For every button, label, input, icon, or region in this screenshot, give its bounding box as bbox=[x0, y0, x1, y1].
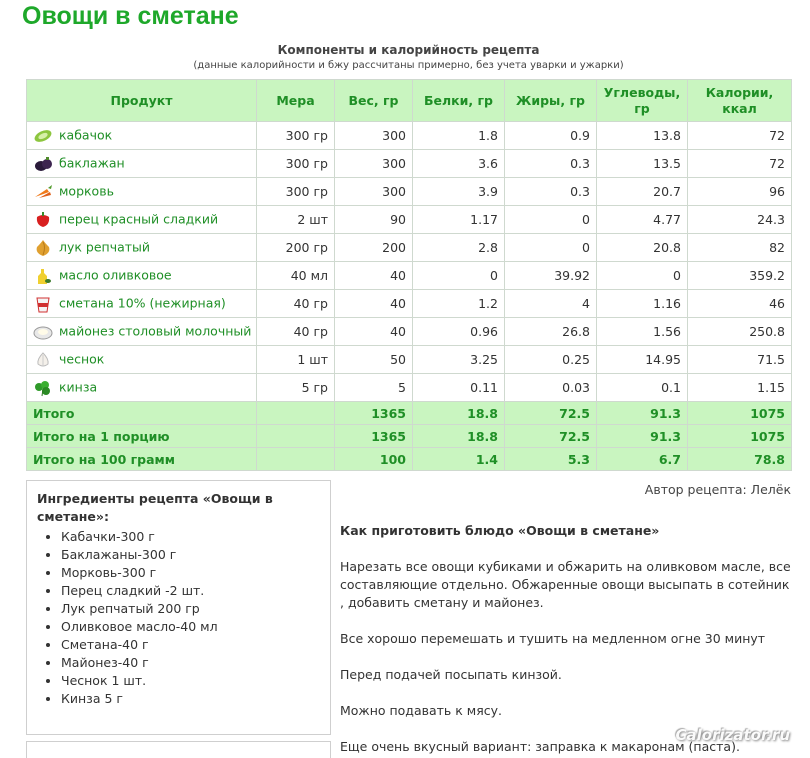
product-link[interactable]: кабачок bbox=[59, 127, 113, 142]
list-item: • Майонез-40 г bbox=[61, 654, 320, 672]
header-product: Продукт bbox=[27, 80, 257, 122]
product-link[interactable]: кинза bbox=[59, 379, 98, 394]
weight-cell: 40 bbox=[335, 262, 413, 290]
measure-cell: 1 шт bbox=[257, 346, 335, 374]
measure-cell: 200 гр bbox=[257, 234, 335, 262]
weight-cell: 5 bbox=[335, 374, 413, 402]
total-measure-cell bbox=[257, 402, 335, 425]
carbs-cell: 14.95 bbox=[597, 346, 688, 374]
list-item: • Лук репчатый 200 гр bbox=[61, 600, 320, 618]
total-label: Итого на 1 порцию bbox=[27, 425, 257, 448]
weight-cell: 50 bbox=[335, 346, 413, 374]
recipe-author: Автор рецепта: Лелёк bbox=[644, 482, 791, 497]
product-cell bbox=[27, 150, 257, 178]
total-label: Итого bbox=[27, 402, 257, 425]
list-item: • Перец сладкий -2 шт. bbox=[61, 582, 320, 600]
protein-cell: 2.8 bbox=[413, 234, 505, 262]
kcal-cell: 46 bbox=[688, 290, 792, 318]
step-paragraph: Все хорошо перемешать и тушить на медленном огне 30 минут bbox=[340, 631, 766, 646]
product-link[interactable]: чеснок bbox=[59, 351, 105, 366]
product-cell bbox=[27, 318, 257, 346]
fat-cell: 0.25 bbox=[505, 346, 597, 374]
table-row bbox=[27, 150, 792, 178]
site-watermark: Calorizator.ru bbox=[675, 726, 790, 744]
kcal-cell: 82 bbox=[688, 234, 792, 262]
product-link[interactable]: морковь bbox=[59, 183, 114, 198]
total-kcal: 1075 bbox=[688, 425, 792, 448]
table-header-row bbox=[27, 80, 792, 122]
measure-cell: 40 гр bbox=[257, 290, 335, 318]
table-row bbox=[27, 122, 792, 150]
table-row bbox=[27, 262, 792, 290]
sour-cream-icon bbox=[33, 295, 53, 313]
table-row bbox=[27, 346, 792, 374]
total-carbs: 91.3 bbox=[597, 402, 688, 425]
list-item: • Кабачки-300 г bbox=[61, 528, 320, 546]
table-row bbox=[27, 374, 792, 402]
total-kcal: 1075 bbox=[688, 402, 792, 425]
table-row bbox=[27, 290, 792, 318]
measure-cell: 300 гр bbox=[257, 122, 335, 150]
garlic-icon bbox=[33, 351, 53, 369]
weight-cell: 300 bbox=[335, 150, 413, 178]
total-protein: 1.4 bbox=[413, 448, 505, 471]
list-item: • Кинза 5 г bbox=[61, 690, 320, 708]
kcal-cell: 1.15 bbox=[688, 374, 792, 402]
total-label: Итого на 100 грамм bbox=[27, 448, 257, 471]
table-row bbox=[27, 206, 792, 234]
kcal-cell: 96 bbox=[688, 178, 792, 206]
carbs-cell: 20.8 bbox=[597, 234, 688, 262]
carbs-cell: 0 bbox=[597, 262, 688, 290]
weight-cell: 40 bbox=[335, 290, 413, 318]
carbs-cell: 1.16 bbox=[597, 290, 688, 318]
fat-cell: 0.9 bbox=[505, 122, 597, 150]
carbs-cell: 0.1 bbox=[597, 374, 688, 402]
protein-cell: 0.96 bbox=[413, 318, 505, 346]
protein-cell: 1.8 bbox=[413, 122, 505, 150]
ingredients-box bbox=[26, 480, 331, 735]
weight-cell: 90 bbox=[335, 206, 413, 234]
onion-icon bbox=[33, 239, 53, 257]
total-row bbox=[27, 448, 792, 471]
step-paragraph: Еще очень вкусный вариант: заправка к макаронам (паста). bbox=[340, 739, 740, 754]
total-kcal: 78.8 bbox=[688, 448, 792, 471]
carbs-cell: 13.5 bbox=[597, 150, 688, 178]
table-subcaption: (данные калорийности и бжу рассчитаны примерно, без учета уварки и ужарки) bbox=[193, 60, 624, 71]
ingredients-title: Ингредиенты рецепта «Овощи в сметане»: bbox=[37, 491, 273, 524]
product-cell bbox=[27, 290, 257, 318]
list-item: • Сметана-40 г bbox=[61, 636, 320, 654]
protein-cell: 3.6 bbox=[413, 150, 505, 178]
product-cell bbox=[27, 178, 257, 206]
kcal-cell: 72 bbox=[688, 150, 792, 178]
fat-cell: 0 bbox=[505, 234, 597, 262]
measure-cell: 5 гр bbox=[257, 374, 335, 402]
list-item: • Чеснок 1 шт. bbox=[61, 672, 320, 690]
secondary-box bbox=[26, 741, 331, 758]
steps-title: Как приготовить блюдо «Овощи в сметане» bbox=[340, 523, 660, 538]
protein-cell: 1.17 bbox=[413, 206, 505, 234]
total-measure-cell bbox=[257, 448, 335, 471]
total-fat: 72.5 bbox=[505, 425, 597, 448]
header-carbs: Углеводы, гр bbox=[597, 80, 688, 122]
fat-cell: 26.8 bbox=[505, 318, 597, 346]
total-protein: 18.8 bbox=[413, 425, 505, 448]
carbs-cell: 1.56 bbox=[597, 318, 688, 346]
components-table bbox=[26, 79, 792, 471]
page-title: Овощи в сметане bbox=[22, 2, 239, 30]
eggplant-icon bbox=[33, 155, 53, 173]
total-weight: 1365 bbox=[335, 402, 413, 425]
step-paragraph: Нарезать все овощи кубиками и обжарить на оливковом масле, все составляющие отдельно. Обжаренные овощи высыпать в сотейник , добавить сметану и майонез. bbox=[340, 559, 791, 610]
weight-cell: 300 bbox=[335, 122, 413, 150]
list-item: • Баклажаны-300 г bbox=[61, 546, 320, 564]
product-cell bbox=[27, 374, 257, 402]
measure-cell: 2 шт bbox=[257, 206, 335, 234]
step-paragraph: Перед подачей посыпать кинзой. bbox=[340, 667, 562, 682]
kcal-cell: 72 bbox=[688, 122, 792, 150]
product-link[interactable]: перец красный сладкий bbox=[59, 211, 219, 226]
zucchini-icon bbox=[33, 127, 53, 145]
carbs-cell: 13.8 bbox=[597, 122, 688, 150]
carrot-icon bbox=[33, 183, 53, 201]
measure-cell: 40 мл bbox=[257, 262, 335, 290]
product-link[interactable]: лук репчатый bbox=[59, 239, 151, 254]
measure-cell: 40 гр bbox=[257, 318, 335, 346]
total-carbs: 6.7 bbox=[597, 448, 688, 471]
total-weight: 1365 bbox=[335, 425, 413, 448]
list-item: • Морковь-300 г bbox=[61, 564, 320, 582]
table-caption: Компоненты и калорийность рецепта bbox=[277, 43, 540, 57]
ingredients-list bbox=[61, 528, 320, 708]
total-carbs: 91.3 bbox=[597, 425, 688, 448]
weight-cell: 40 bbox=[335, 318, 413, 346]
kcal-cell: 24.3 bbox=[688, 206, 792, 234]
table-row bbox=[27, 234, 792, 262]
cilantro-icon bbox=[33, 379, 53, 397]
product-cell bbox=[27, 346, 257, 374]
kcal-cell: 250.8 bbox=[688, 318, 792, 346]
total-protein: 18.8 bbox=[413, 402, 505, 425]
total-fat: 72.5 bbox=[505, 402, 597, 425]
table-row bbox=[27, 178, 792, 206]
step-paragraph: Можно подавать к мясу. bbox=[340, 703, 502, 718]
header-protein: Белки, гр bbox=[413, 80, 505, 122]
mayonnaise-icon bbox=[33, 323, 53, 341]
product-cell bbox=[27, 122, 257, 150]
table-row bbox=[27, 318, 792, 346]
protein-cell: 3.9 bbox=[413, 178, 505, 206]
fat-cell: 0.3 bbox=[505, 178, 597, 206]
protein-cell: 0.11 bbox=[413, 374, 505, 402]
total-fat: 5.3 bbox=[505, 448, 597, 471]
cooking-steps bbox=[340, 522, 795, 758]
product-link[interactable]: баклажан bbox=[59, 155, 125, 170]
kcal-cell: 71.5 bbox=[688, 346, 792, 374]
measure-cell: 300 гр bbox=[257, 150, 335, 178]
fat-cell: 4 bbox=[505, 290, 597, 318]
header-weight: Вес, гр bbox=[335, 80, 413, 122]
total-weight: 100 bbox=[335, 448, 413, 471]
list-item: • Оливковое масло-40 мл bbox=[61, 618, 320, 636]
header-fat: Жиры, гр bbox=[505, 80, 597, 122]
olive-oil-icon bbox=[33, 267, 53, 285]
kcal-cell: 359.2 bbox=[688, 262, 792, 290]
weight-cell: 300 bbox=[335, 178, 413, 206]
total-row bbox=[27, 425, 792, 448]
header-measure: Мера bbox=[257, 80, 335, 122]
product-cell bbox=[27, 262, 257, 290]
fat-cell: 0 bbox=[505, 206, 597, 234]
fat-cell: 0.03 bbox=[505, 374, 597, 402]
carbs-cell: 20.7 bbox=[597, 178, 688, 206]
red-pepper-icon bbox=[33, 211, 53, 229]
header-kcal: Калории, ккал bbox=[688, 80, 792, 122]
weight-cell: 200 bbox=[335, 234, 413, 262]
product-link[interactable]: масло оливковое bbox=[59, 267, 172, 282]
total-row bbox=[27, 402, 792, 425]
protein-cell: 3.25 bbox=[413, 346, 505, 374]
measure-cell: 300 гр bbox=[257, 178, 335, 206]
protein-cell: 0 bbox=[413, 262, 505, 290]
carbs-cell: 4.77 bbox=[597, 206, 688, 234]
product-link[interactable]: сметана 10% (нежирная) bbox=[59, 295, 226, 310]
product-link[interactable]: майонез столовый молочный bbox=[59, 323, 252, 338]
product-cell bbox=[27, 234, 257, 262]
fat-cell: 0.3 bbox=[505, 150, 597, 178]
product-cell bbox=[27, 206, 257, 234]
total-measure-cell bbox=[257, 425, 335, 448]
fat-cell: 39.92 bbox=[505, 262, 597, 290]
protein-cell: 1.2 bbox=[413, 290, 505, 318]
